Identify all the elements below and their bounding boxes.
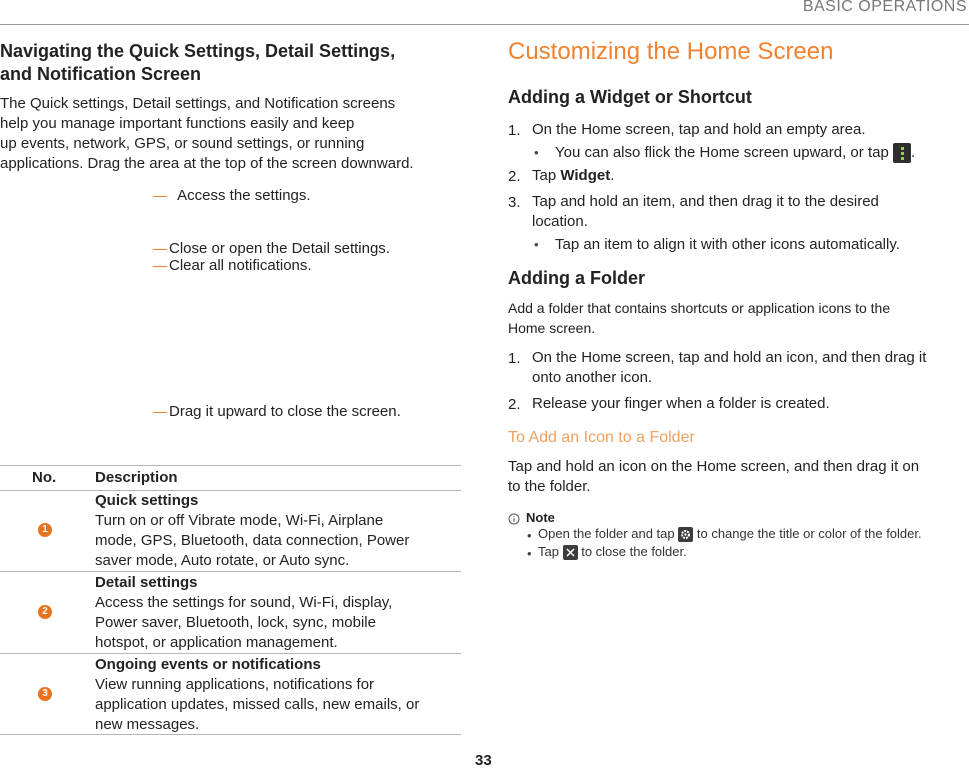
bullet: • [527, 546, 532, 561]
bullet: • [534, 145, 539, 160]
widget-step-1: On the Home screen, tap and hold an empty area. [532, 121, 866, 138]
column-header-no: No. [32, 469, 57, 486]
left-heading-line2: and Notification Screen [0, 64, 202, 84]
table-row [0, 490, 461, 572]
folder-intro [508, 298, 890, 338]
note-title: Note [526, 510, 555, 525]
annotation-drag-upward [153, 403, 401, 420]
note-text: Open the folder and tap [538, 526, 675, 541]
row-description-line: Turn on or off Vibrate mode, Wi-Fi, Airplane [95, 512, 384, 529]
step-bold-term: Widget [560, 167, 611, 184]
text-line: Tap and hold an icon on the Home screen, and then drag it on [508, 458, 920, 475]
column-header-description: Description [95, 469, 178, 486]
row-description-line: Power saver, Bluetooth, lock, sync, mobile [95, 614, 376, 631]
annotation-text: Drag it upward to close the screen. [169, 403, 401, 420]
step-text-end: . [610, 167, 615, 184]
widget-step-3 [532, 192, 879, 232]
intro-line: Home screen. [508, 320, 596, 336]
text-line: to the folder. [508, 478, 591, 495]
widget-step-2 [532, 166, 614, 186]
row-number-badge: 2 [38, 605, 52, 619]
step-number: 1. [508, 350, 521, 367]
gear-icon-graphic [678, 527, 693, 542]
add-icon-heading: To Add an Icon to a Folder [508, 429, 695, 446]
widget-section-heading: Adding a Widget or Shortcut [508, 87, 752, 107]
table-row [0, 572, 461, 654]
row-title: Detail settings [95, 574, 198, 591]
annotation-leader [153, 412, 167, 413]
folder-section-heading: Adding a Folder [508, 268, 645, 288]
row-description [95, 511, 455, 571]
row-number-badge: 1 [38, 523, 52, 537]
row-title: Quick settings [95, 492, 199, 509]
annotation-leader [153, 249, 167, 250]
annotation-access-settings [153, 187, 311, 204]
step-line: On the Home screen, tap and hold an icon, and then drag it [532, 349, 927, 366]
left-heading-line1: Navigating the Quick Settings, Detail Settings, [0, 41, 396, 61]
note-text: to change the title or color of the folder. [696, 526, 922, 541]
row-description-line: saver mode, Auto rotate, or Auto sync. [95, 552, 350, 569]
table-row [0, 654, 461, 735]
intro-paragraph [0, 94, 414, 174]
intro-line: help you manage important functions easily and keep [0, 115, 355, 132]
row-description-line: application updates, missed calls, new emails, or [95, 696, 420, 713]
apps-grid-icon[interactable] [893, 143, 911, 163]
note-item-1 [538, 526, 922, 542]
step-number: 2. [508, 396, 521, 413]
row-title: Ongoing events or notifications [95, 656, 321, 673]
note-item-2 [538, 544, 687, 560]
annotation-text: Access the settings. [177, 187, 311, 204]
apps-grid-icon-graphic [893, 143, 911, 163]
bullet: • [527, 528, 532, 543]
row-description-line: View running applications, notifications for [95, 676, 375, 693]
folder-step-1 [532, 348, 926, 388]
intro-line: up events, network, GPS, or sound settings, or running [0, 135, 365, 152]
intro-line: Add a folder that contains shortcuts or application icons to the [508, 300, 891, 316]
row-description [95, 593, 455, 653]
page-title: Customizing the Home Screen [508, 38, 834, 65]
step-number: 2. [508, 168, 521, 185]
add-icon-text [508, 457, 919, 497]
row-description-line: Access the settings for sound, Wi-Fi, display, [95, 594, 393, 611]
row-description-line: hotspot, or application management. [95, 634, 338, 651]
annotation-leader [153, 266, 167, 267]
annotation-leader [153, 196, 167, 197]
widget-step-3-bullet: Tap an item to align it with other icons automatically. [555, 236, 900, 253]
note-text: to close the folder. [581, 544, 687, 559]
annotation-clear-notifications [153, 257, 312, 274]
row-description-line: mode, GPS, Bluetooth, data connection, Power [95, 532, 410, 549]
step-number: 3. [508, 194, 521, 211]
bullet-text: You can also flick the Home screen upward, or tap [555, 144, 889, 161]
info-icon [508, 513, 520, 525]
folder-step-2: Release your finger when a folder is created. [532, 395, 830, 412]
annotation-text: Close or open the Detail settings. [169, 240, 390, 257]
bullet: • [534, 237, 539, 252]
step-number: 1. [508, 122, 521, 139]
note-text: Tap [538, 544, 559, 559]
step-line: onto another icon. [532, 369, 653, 386]
row-description [95, 675, 455, 735]
gear-icon[interactable] [678, 527, 693, 542]
row-description-line: new messages. [95, 716, 200, 733]
annotation-detail-settings [153, 240, 390, 257]
header-divider [0, 24, 969, 25]
annotation-text: Clear all notifications. [169, 257, 312, 274]
page-number: 33 [475, 752, 492, 769]
close-icon-graphic [563, 545, 578, 560]
bullet-text-end: . [910, 144, 916, 161]
intro-line: The Quick settings, Detail settings, and Notification screens [0, 95, 396, 112]
widget-step-1-bullet [555, 143, 915, 163]
row-number-badge: 3 [38, 687, 52, 701]
step-line: Tap and hold an item, and then drag it to the desired [532, 193, 879, 210]
intro-line: applications. Drag the area at the top of the screen downward. [0, 155, 414, 172]
step-line: location. [532, 213, 588, 230]
section-title: BASIC OPERATIONS [802, 0, 967, 15]
table-header [0, 465, 461, 491]
close-icon[interactable] [563, 545, 578, 560]
step-text: Tap [532, 167, 557, 184]
